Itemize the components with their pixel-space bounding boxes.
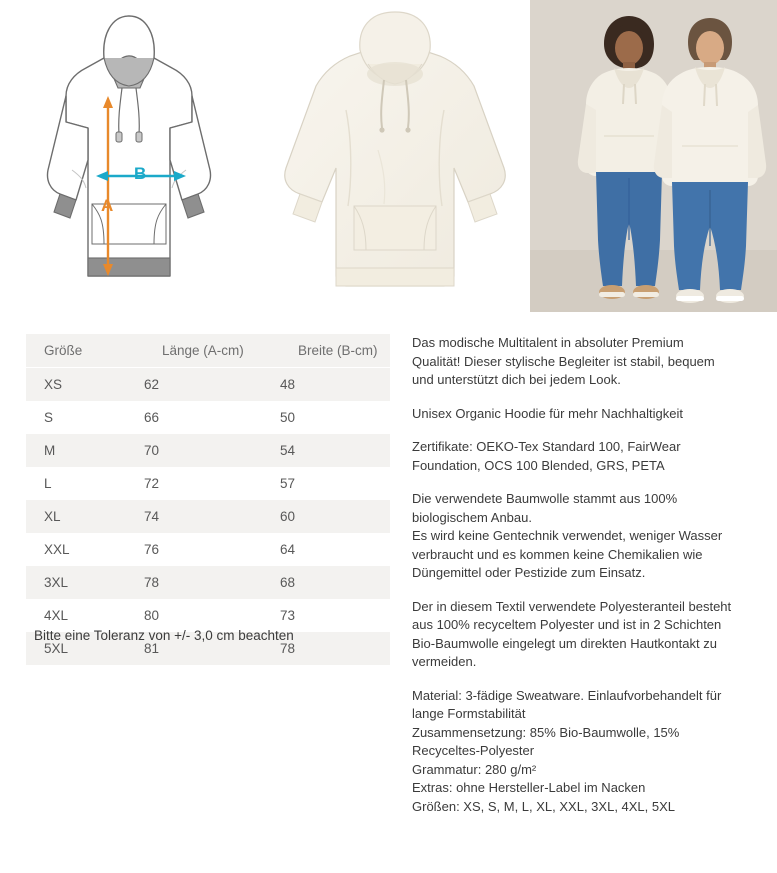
- product-description: [412, 334, 732, 816]
- header-size: Größe: [26, 334, 144, 368]
- cell-width: 50: [280, 401, 390, 434]
- cell-width: 73: [280, 599, 390, 632]
- cell-size: 5XL: [26, 632, 144, 665]
- cell-length: 62: [144, 368, 280, 402]
- hoodie-front-view-icon: [258, 0, 530, 312]
- cell-size: XS: [26, 368, 144, 402]
- cell-length: 74: [144, 500, 280, 533]
- hoodie-technical-drawing-icon: [0, 0, 258, 312]
- cell-width: 54: [280, 434, 390, 467]
- cell-size: 3XL: [26, 566, 144, 599]
- cell-width: 48: [280, 368, 390, 402]
- description-paragraph-extras: Extras: ohne Hersteller-Label im Nacken: [412, 780, 646, 795]
- size-table: [26, 334, 390, 665]
- size-table-body: [26, 368, 390, 666]
- cell-width: 60: [280, 500, 390, 533]
- cell-width: 57: [280, 467, 390, 500]
- cell-size: XL: [26, 500, 144, 533]
- table-row: [26, 434, 390, 467]
- measure-a-label: A: [101, 196, 114, 215]
- description-paragraph-sizes: Größen: XS, S, M, L, XL, XXL, 3XL, 4XL, 5XL: [412, 798, 676, 814]
- table-row: [26, 467, 390, 500]
- cell-length: 66: [144, 401, 280, 434]
- description-paragraph-cotton: Die verwendete Baumwolle stammt aus 100% biologischem Anbau.: [412, 491, 678, 525]
- cell-size: L: [26, 467, 144, 500]
- description-paragraph-weight: Grammatur: 280 g/m²: [412, 761, 537, 777]
- table-row: [26, 566, 390, 599]
- description-paragraph-no-gmo: Es wird keine Gentechnik verwendet, weniger Wasser verbraucht und es kommen keine Chemikalien wie Düngemittel oder Pestizide zum Einsatz.: [412, 528, 723, 580]
- cell-length: 78: [144, 566, 280, 599]
- table-row: [26, 368, 390, 402]
- lifestyle-photo-panel: [530, 0, 777, 312]
- cell-length: 70: [144, 434, 280, 467]
- models-wearing-hoodie-photo: [530, 0, 777, 312]
- measure-b-label: B: [134, 164, 147, 183]
- cell-size: M: [26, 434, 144, 467]
- cell-size: S: [26, 401, 144, 434]
- description-paragraph-unisex: Unisex Organic Hoodie für mehr Nachhaltigkeit: [412, 405, 683, 421]
- cell-width: 78: [280, 632, 390, 665]
- description-paragraph-certificates: Zertifikate: OEKO-Tex Standard 100, FairWear Foundation, OCS 100 Blended, GRS, PETA: [412, 439, 681, 473]
- table-row: [26, 500, 390, 533]
- cell-length: 81: [144, 632, 280, 665]
- front-view-panel: [258, 0, 530, 312]
- technical-drawing-panel: [0, 0, 258, 312]
- description-paragraph-composition: Zusammensetzung: 85% Bio-Baumwolle, 15% Recyceltes-Polyester: [412, 724, 680, 758]
- table-row: [26, 533, 390, 566]
- cell-size: 4XL: [26, 599, 144, 632]
- description-paragraph-polyester: Der in diesem Textil verwendete Polyesteranteil besteht aus 100% recyceltem Polyester und ist in 2 Schichten Bio-Baumwolle eingelegt um direkten Hautkontakt zu vermeiden.: [412, 598, 732, 669]
- cell-width: 68: [280, 566, 390, 599]
- header-width: Breite (B-cm): [280, 334, 390, 368]
- cell-length: 80: [144, 599, 280, 632]
- cell-length: 72: [144, 467, 280, 500]
- size-table-head: [26, 334, 390, 368]
- table-row: [26, 401, 390, 434]
- tolerance-note: Bitte eine Toleranz von +/- 3,0 cm beachten: [34, 628, 294, 643]
- description-paragraph-intro: Das modische Multitalent in absoluter Premium Qualität! Dieser stylische Begleiter ist stabil, bequem und unterstützt dich bei jedem Look.: [412, 335, 715, 387]
- size-table-container: [26, 334, 390, 665]
- header-length: Länge (A-cm): [144, 334, 280, 368]
- table-header-row: [26, 334, 390, 368]
- cell-size: XXL: [26, 533, 144, 566]
- description-paragraph-material: Material: 3-fädige Sweatware. Einlaufvorbehandelt für lange Formstabilität: [412, 687, 722, 721]
- cell-width: 64: [280, 533, 390, 566]
- cell-length: 76: [144, 533, 280, 566]
- product-image-row: [0, 0, 777, 312]
